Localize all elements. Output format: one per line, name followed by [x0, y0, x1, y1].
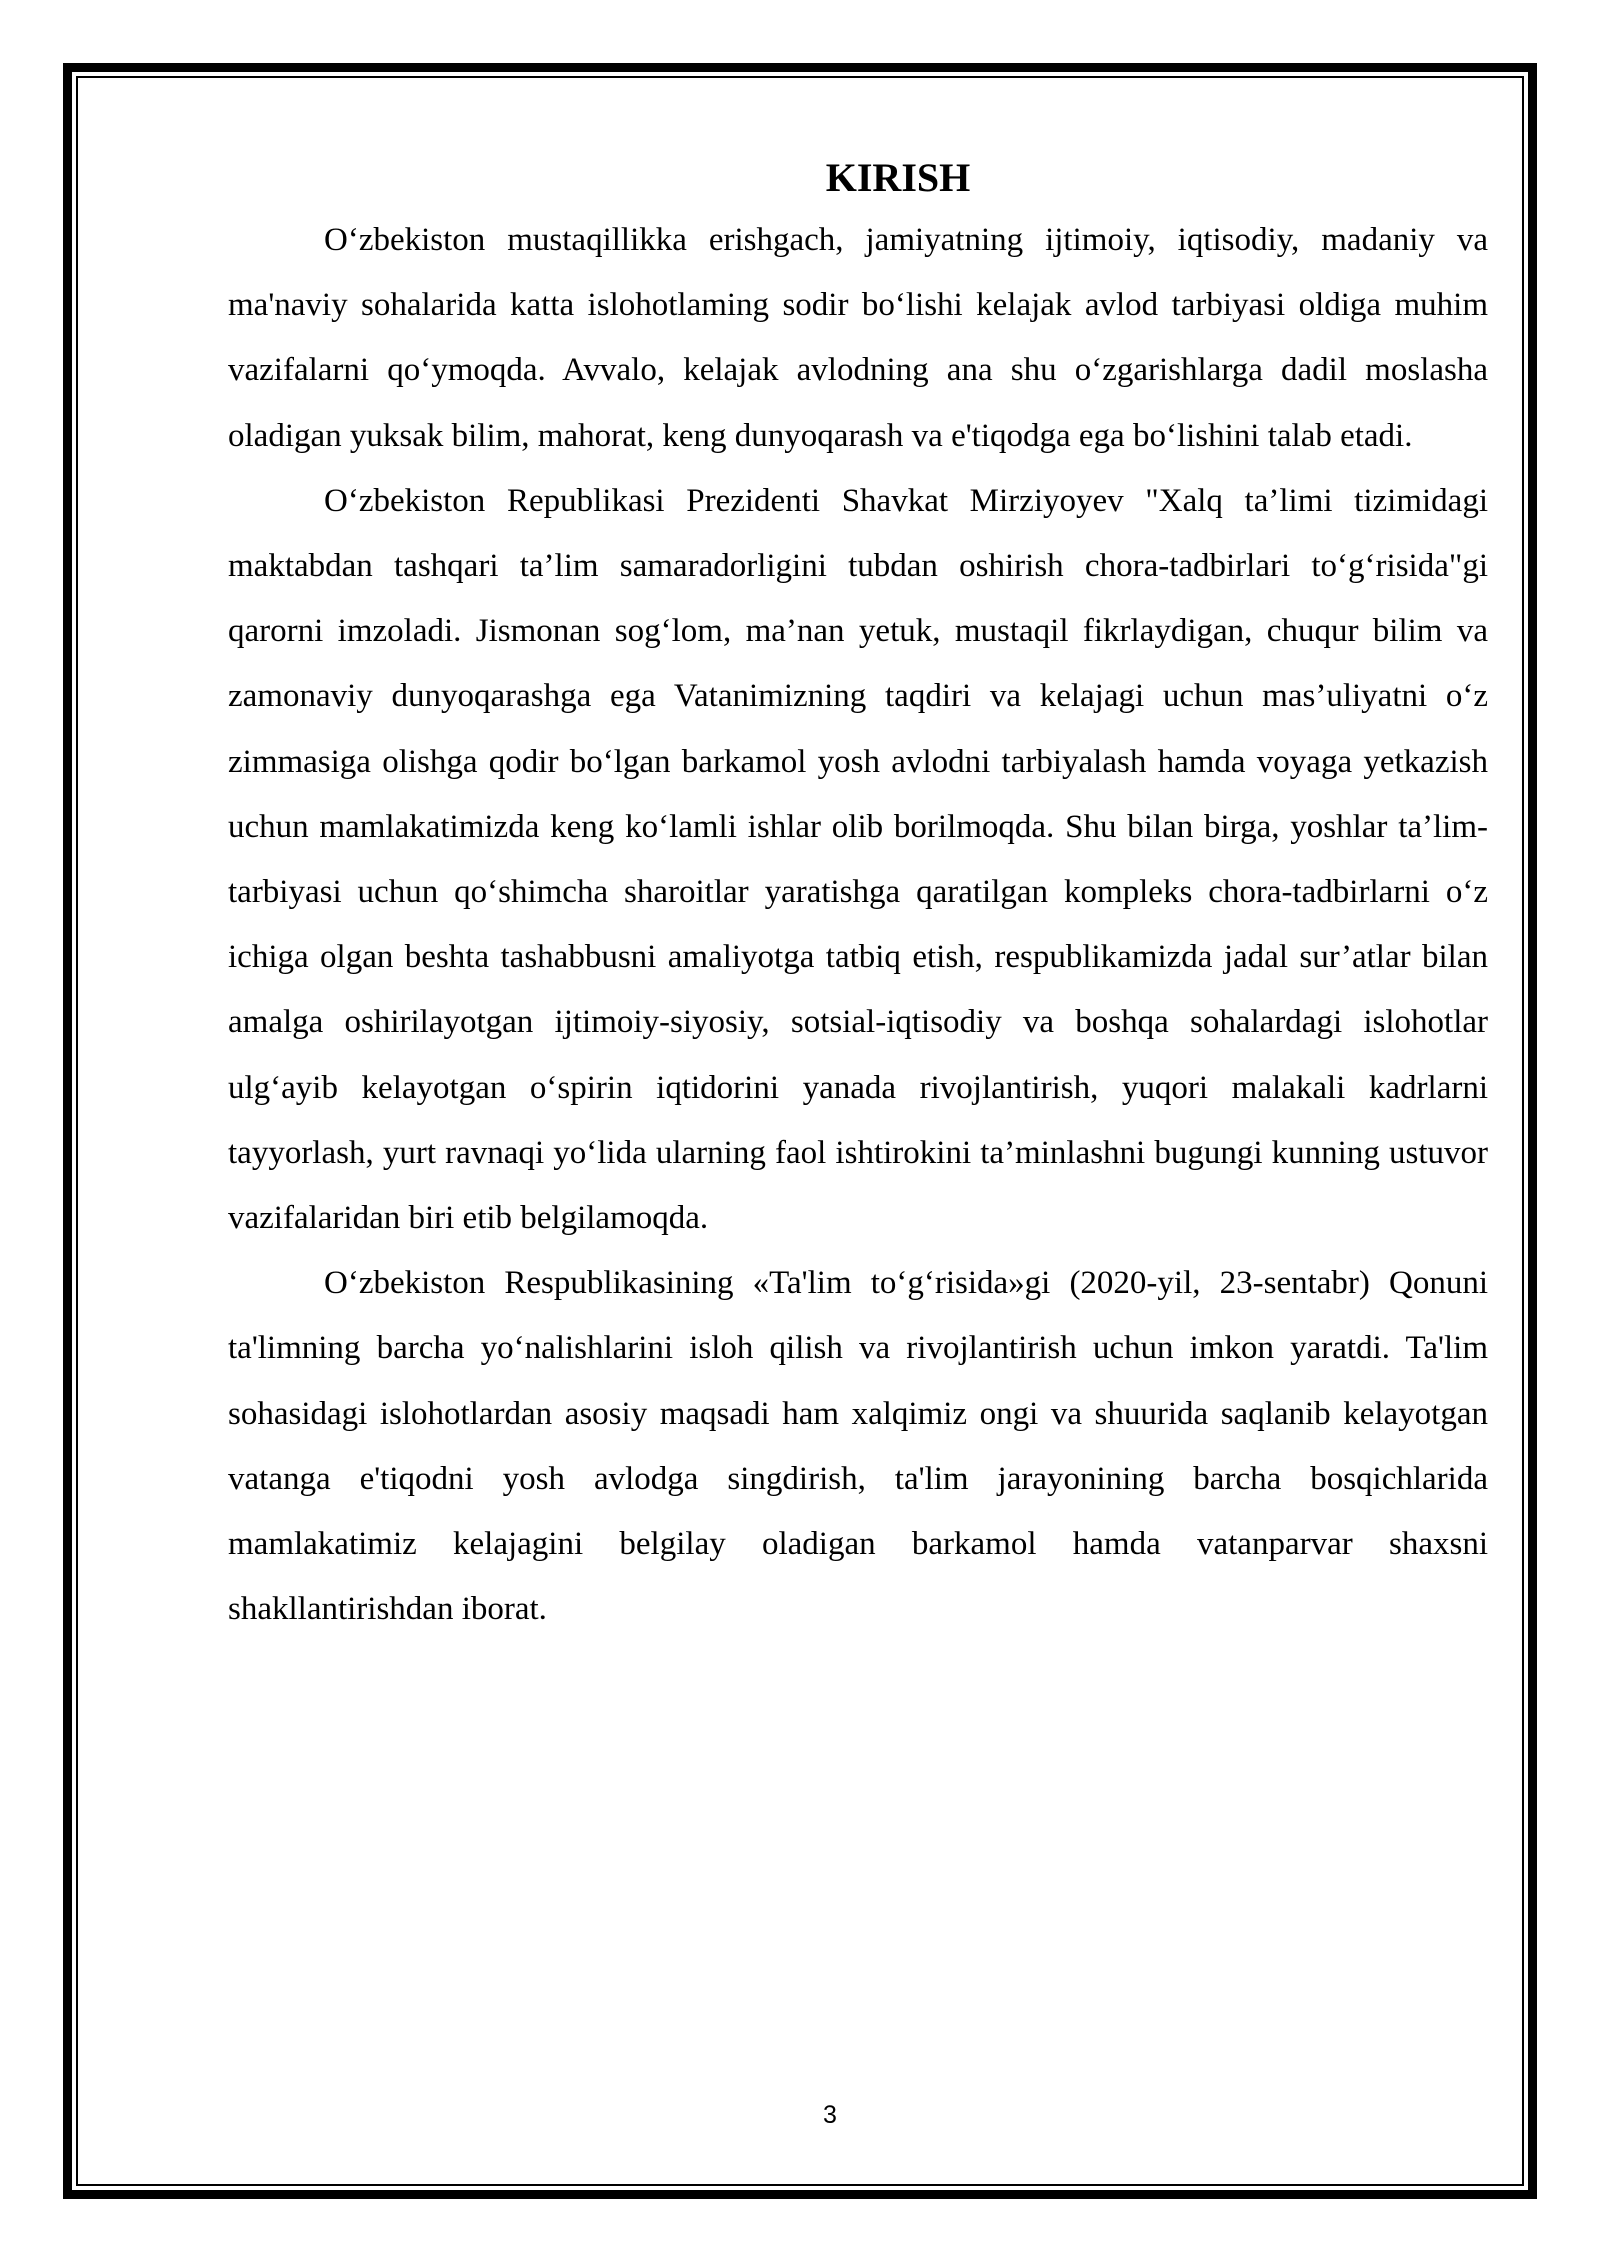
- page-number: 3: [823, 2101, 837, 2129]
- page-content: [228, 150, 1488, 1642]
- paragraph-3: O‘zbekiston Respublikasining «Ta'lim to‘g‘risida»gi (2020-yil, 23-sentabr) Qonuni ta'limning barcha yo‘nalishlarini isloh qilish va rivojlantirish uchun imkon yaratdi. Ta'lim sohasidagi islohotlardan asosiy maqsadi ham xalqimiz ongi va shuurida saqlanib kelayotgan vatanga e'tiqodni yosh avlodga singdirish, ta'lim jarayonining barcha bosqichlarida mamlakatimiz kelajagini belgilay oladigan barkamol hamda vatanparvar shaxsni shakllantirishdan iborat.: [228, 1265, 1488, 1628]
- paragraph-2: O‘zbekiston Republikasi Prezidenti Shavkat Mirziyoyev "Xalq ta’limi tizimidagi maktabdan tashqari ta’lim samaradorligini tubdan oshirish chora-tadbirlari to‘g‘risida"gi qarorni imzoladi. Jismonan sog‘lom, ma’nan yetuk, mustaqil fikrlaydigan, chuqur bilim va zamonaviy dunyoqarashga ega Vatanimizning taqdiri va kelajagi uchun mas’uliyatni o‘z zimmasiga olishga qodir bo‘lgan barkamol yosh avlodni tarbiyalash hamda voyaga yetkazish uchun mamlakatimizda keng ko‘lamli ishlar olib borilmoqda. Shu bilan birga, yoshlar ta’lim-tarbiyasi uchun qo‘shimcha sharoitlar yaratishga qaratilgan kompleks chora-tadbirlarni o‘z ichiga olgan beshta tashabbusni amaliyotga tatbiq etish, respublikamizda jadal sur’atlar bilan amalga oshirilayotgan ijtimoiy-siyosiy, sotsial-iqtisodiy va boshqa sohalardagi islohotlar ulg‘ayib kelayotgan o‘spirin iqtidorini yanada rivojlantirish, yuqori malakali kadrlarni tayyorlash, yurt ravnaqi yo‘lida ularning faol ishtirokini ta’minlashni bugungi kunning ustuvor vazifalaridan biri etib belgilamoqda.: [228, 482, 1488, 1237]
- section-title: KIRISH: [825, 155, 971, 200]
- paragraph-1: O‘zbekiston mustaqillikka erishgach, jamiyatning ijtimoiy, iqtisodiy, madaniy va ma'naviy sohalarida katta islohotlaming sodir bo‘lishi kelajak avlod tarbiyasi oldiga muhim vazifalarni qo‘ymoqda. Avvalo, kelajak avlodning ana shu o‘zgarishlarga dadil moslasha oladigan yuksak bilim, mahorat, keng dunyoqarash va e'tiqodga ega bo‘lishini talab etadi.: [228, 222, 1488, 454]
